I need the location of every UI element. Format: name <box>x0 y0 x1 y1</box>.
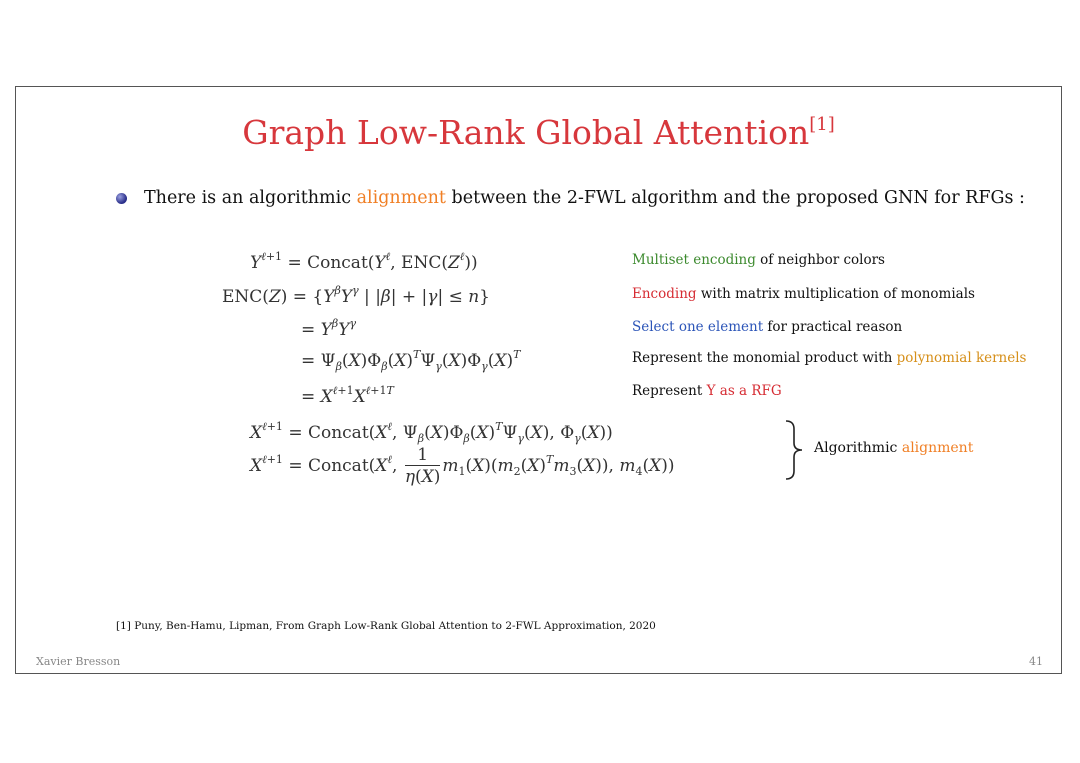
page-number: 41 <box>1029 655 1043 668</box>
note-2 <box>632 286 975 302</box>
slide <box>15 86 1062 674</box>
right-brace-icon <box>784 419 804 481</box>
note-2-rest: with matrix multiplication of monomials <box>696 286 975 302</box>
fraction: $\frac{1}{\eta(X)}$ <box>404 445 441 487</box>
title-reference: [1] <box>809 114 835 135</box>
bullet-icon <box>116 193 127 204</box>
footnote: [1] Puny, Ben-Hamu, Lipman, From Graph Low-Rank Global Attention to 2-FWL Approximation, 2020 <box>116 620 656 632</box>
alignment-label-pre: Algorithmic <box>814 440 902 456</box>
note-4-pre: Represent the monomial product with <box>632 350 897 366</box>
note-3-rest: for practical reason <box>763 319 903 335</box>
note-1 <box>632 252 885 268</box>
equation-7: $X^{\ell+1}$ = $Concat(X^\ell$, $\frac{1}{\eta(X)}$ $m_1(X)(m_2(X)^Tm_3(X))$, $m_4(X)$) <box>250 445 675 487</box>
equation-1: $Y^{\ell+1}$ = $Concat(Y^\ell$, $ENC(Z^\ell)$) <box>250 250 478 273</box>
note-2-colored: Encoding <box>632 286 697 302</box>
note-3 <box>632 319 902 335</box>
note-3-colored: Select one element <box>632 319 764 335</box>
note-4 <box>632 350 1027 366</box>
equation-5: = $X^{\ell+1}X^{\ell+1T}$ <box>301 384 394 407</box>
note-4-colored: polynomial kernels <box>896 350 1027 366</box>
equation-6: $X^{\ell+1}$ = $Concat(X^\ell$, $\Psi_\beta(X)\Phi_\beta(X)^T\Psi_\gamma(X)$, $\Phi_\gamma(X)$) <box>250 420 613 445</box>
equation-2: $ENC(Z) = \{Y^\beta Y^\gamma$ | |β| + |γ| ≤ n} <box>222 284 490 307</box>
equation-3: = $Y^\beta Y^\gamma$ <box>301 317 357 340</box>
bullet-post: between the 2-FWL algorithm and the proposed GNN for RFGs : <box>445 188 1025 208</box>
alignment-label <box>814 440 973 456</box>
slide-title <box>16 113 1061 152</box>
note-5 <box>632 383 782 399</box>
alignment-label-colored: alignment <box>901 440 974 456</box>
bullet-text <box>144 188 1025 208</box>
author-name: Xavier Bresson <box>36 655 121 668</box>
note-1-rest: of neighbor colors <box>755 252 885 268</box>
title-text: Graph Low-Rank Global Attention <box>242 113 810 152</box>
note-1-colored: Multiset encoding <box>632 252 756 268</box>
note-5-pre: Represent <box>632 383 707 399</box>
note-5-colored: Y as a RFG <box>706 383 782 399</box>
equation-4: = $\Psi_\beta(X)\Phi_\beta(X)^T\Psi_\gamma(X)\Phi_\gamma(X)^T$ <box>301 348 521 373</box>
bullet-pre: There is an algorithmic <box>144 188 357 208</box>
bullet-highlight: alignment <box>356 188 446 208</box>
